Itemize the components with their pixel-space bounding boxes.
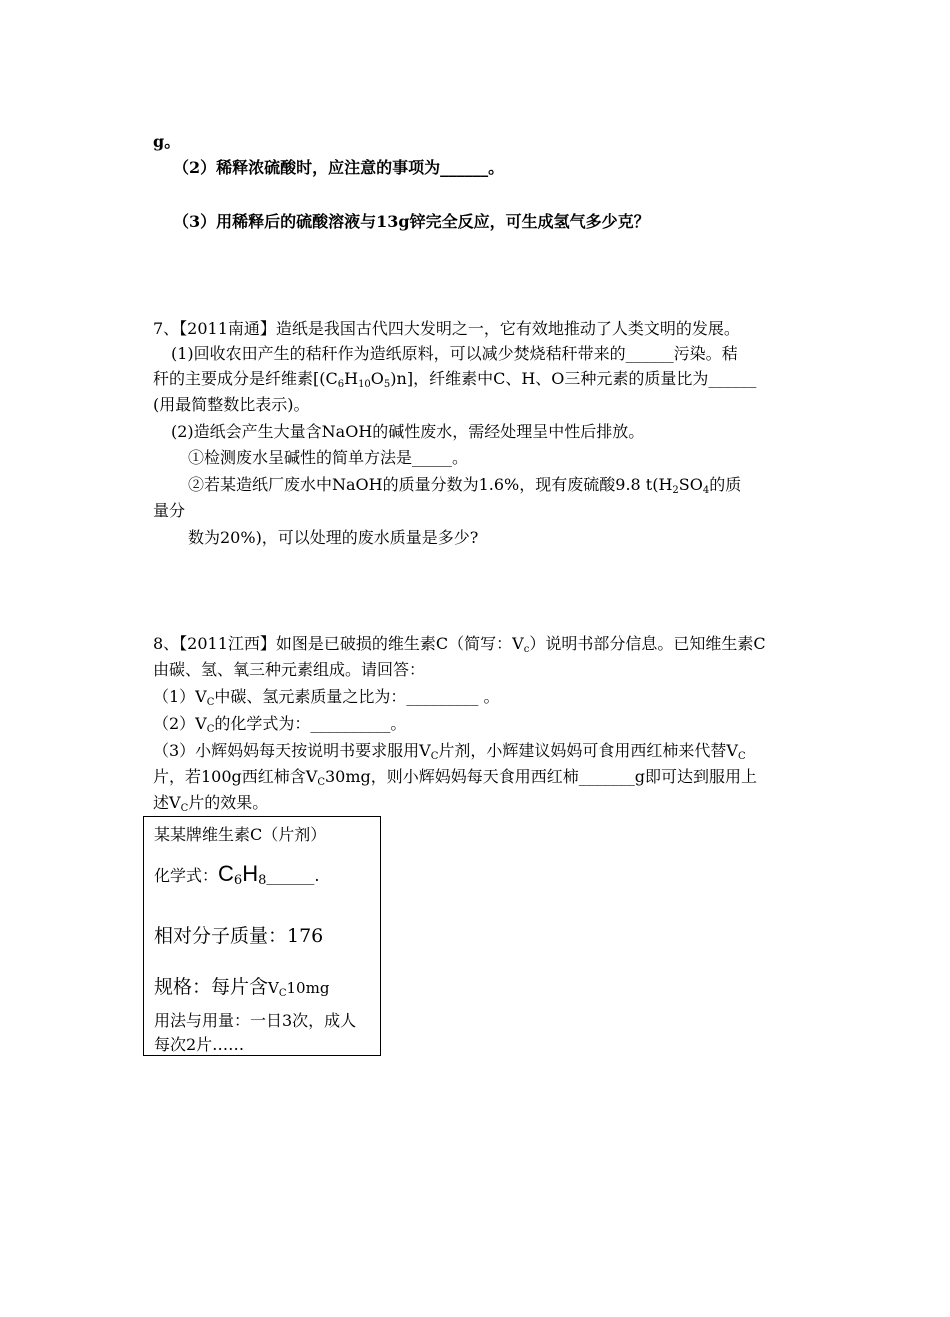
q8-part1: $(1)V_C$中碳、氢元素质量之比为：_________ 。 <box>153 687 500 708</box>
q7-part2-sub2-cont1: 量分 <box>153 501 186 520</box>
q6-part3: （3）用稀释后的硫酸溶液与13g锌完全反应，可生成氢气多少克？ <box>173 212 650 231</box>
label-usage-line2: 每次2片…… <box>154 1035 245 1054</box>
q7-part2-sub2: ②若某造纸厂废水中NaOH的质量分数为1.6%，现有废硫酸9.8 $t(H_2SO_4$的质 <box>188 475 742 496</box>
q8-heading: 8、【2011江西】如图是已破损的维生素C（简写：$V_c$）说明书部分信息。已知维生素C <box>153 634 766 655</box>
q7-heading: 7、【2011南通】造纸是我国古代四大发明之一，它有效地推动了人类文明的发展。 <box>153 319 740 338</box>
q6-part2: （2）稀释浓硫酸时，应注意的事项为______。 <box>173 158 505 177</box>
label-title: 某某牌维生素C（片剂） <box>154 825 327 844</box>
q8-part3-line2: 片，若100g西红柿含$V_C30mg$，则小辉妈妈每天食用西红柿_______g即可达到服用上 <box>153 767 758 788</box>
q6-tail: g。 <box>153 132 181 151</box>
label-spec: 规格：每片含VC10mg <box>154 976 330 999</box>
q7-part1-line1: (1)回收农田产生的秸秆作为造纸原料，可以减少焚烧秸秆带来的______污染。秸 <box>171 344 738 363</box>
q7-part2: (2)造纸会产生大量含NaOH的碱性废水，需经处理呈中性后排放。 <box>171 422 645 441</box>
label-usage-line1: 用法与用量：一日3次，成人 <box>154 1011 357 1030</box>
q8-part3-line3: 述$V_C$片的效果。 <box>153 793 269 814</box>
q7-part2-sub1: ①检测废水呈碱性的简单方法是_____。 <box>188 448 469 467</box>
label-formula: 化学式：C6H8______. <box>154 861 320 888</box>
q7-part1-line2: 秆的主要成分是纤维素$[(C_6H_{10}O_5)n]$，纤维素中C、H、O三种元素的质量比为______ <box>153 369 757 390</box>
vitamin-c-label-box <box>143 816 381 1056</box>
q8-part3-line1: （3）小辉妈妈每天按说明书要求服用$V_C$片剂，小辉建议妈妈可食用西红柿来代替$V_C$ <box>153 741 746 762</box>
label-molecular-mass: 相对分子质量：176 <box>154 925 324 947</box>
q8-part2: $(2)V_C$的化学式为：__________。 <box>153 714 407 735</box>
q7-part2-sub2-cont2: 数为20%)，可以处理的废水质量是多少? <box>188 528 479 547</box>
q8-heading-cont: 由碳、氢、氧三种元素组成。请回答： <box>153 660 426 679</box>
q7-part1-line3: (用最简整数比表示)。 <box>153 395 310 414</box>
